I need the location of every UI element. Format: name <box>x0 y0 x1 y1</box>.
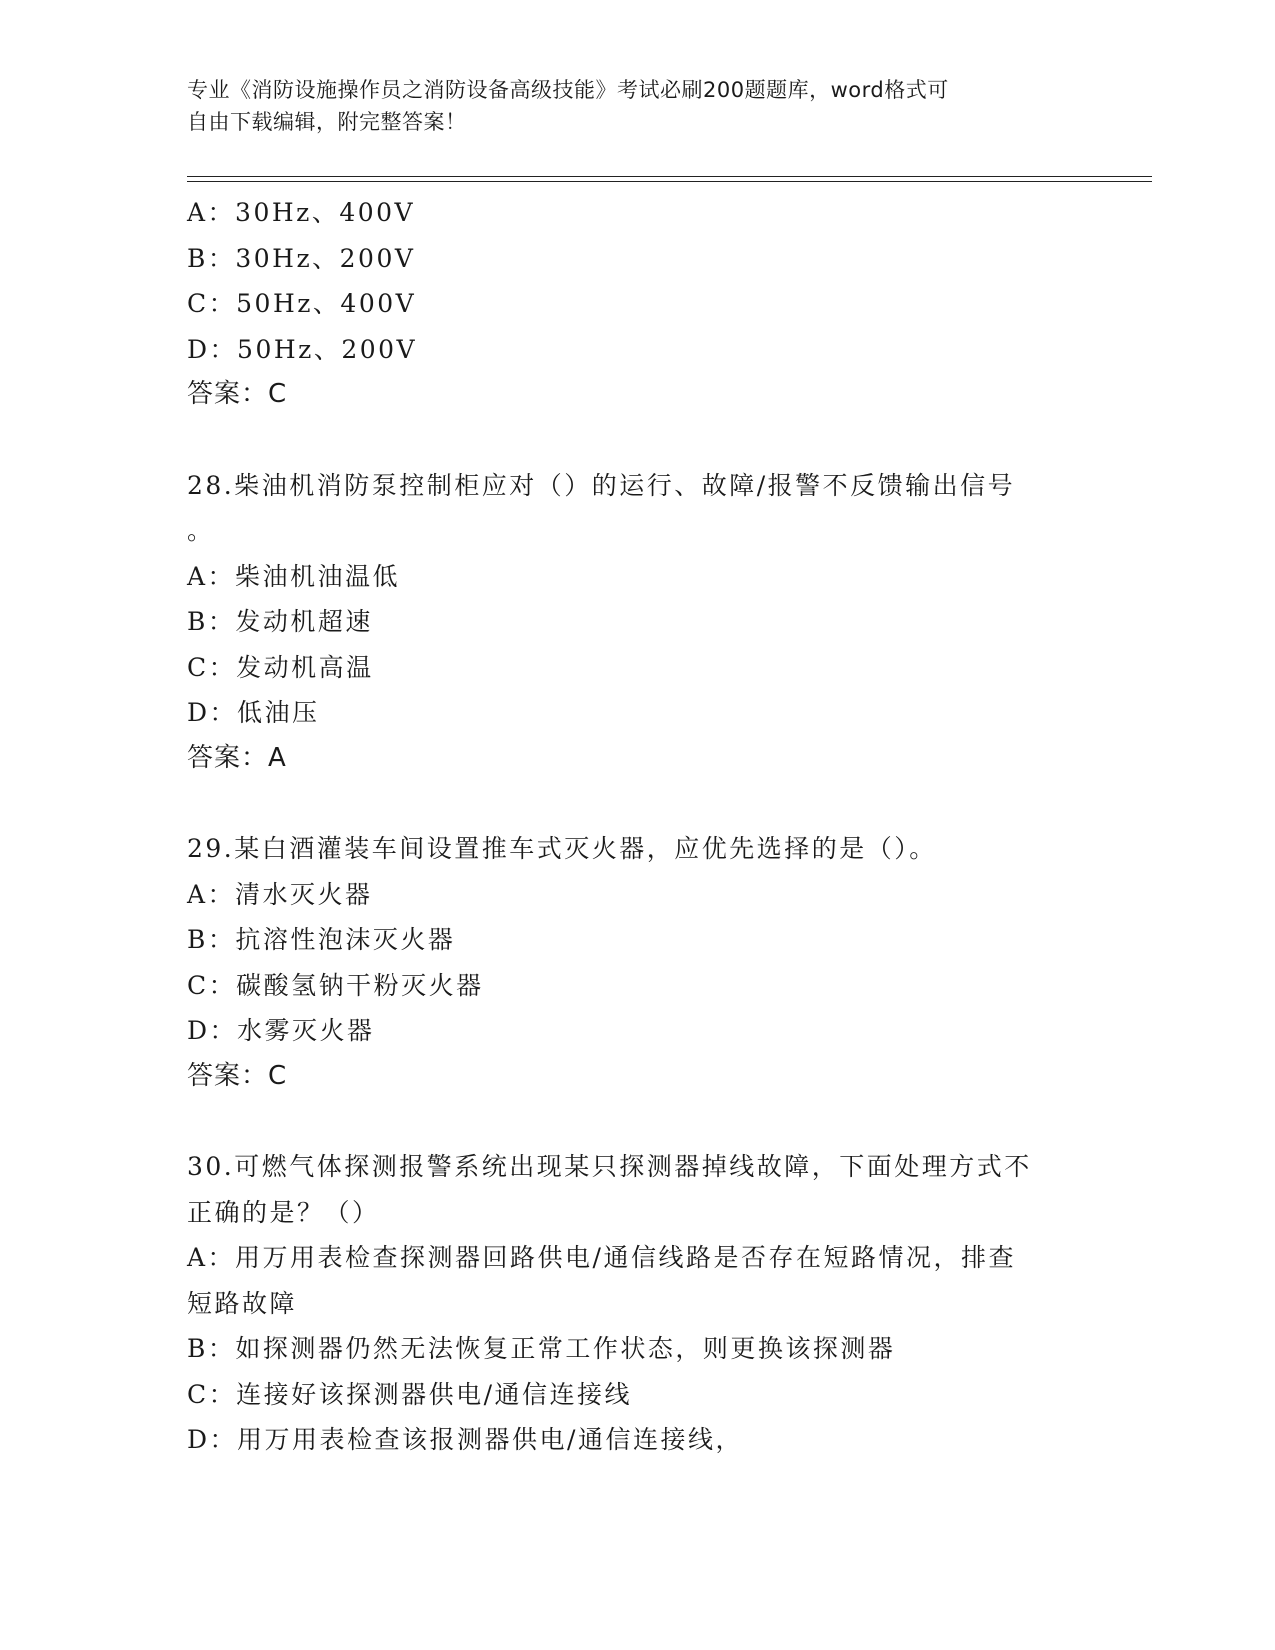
header-divider-top <box>187 176 1152 177</box>
question-stem: 29.某白酒灌装车间设置推车式灭火器，应优先选择的是（）。 <box>187 834 937 863</box>
question-28 <box>187 463 1087 782</box>
answer-line: 答案：C <box>187 379 288 409</box>
answer-line: 答案：C <box>187 1060 288 1091</box>
option-d: D：水雾灭火器 <box>187 1016 375 1045</box>
question-29 <box>187 826 1087 1099</box>
question-stem-continued: 。 <box>187 516 215 545</box>
question-27-remainder <box>187 190 1087 418</box>
header-line-2: 自由下载编辑，附完整答案！ <box>187 110 467 134</box>
option-a: A：清水灭火器 <box>187 879 373 909</box>
option-a-continued: 短路故障 <box>187 1288 298 1318</box>
option-d: D：低油压 <box>187 698 320 727</box>
question-stem: 28.柴油机消防泵控制柜应对（）的运行、故障/报警不反馈输出信号 <box>187 470 1016 500</box>
option-c: C：连接好该探测器供电/通信连接线 <box>187 1379 633 1409</box>
option-c: C：碳酸氢钠干粉灭火器 <box>187 970 484 1000</box>
answer-line: 答案：A <box>187 742 287 773</box>
option-d: D：用万用表检查该报测器供电/通信连接线， <box>187 1425 743 1454</box>
option-d: D：50Hz、200V <box>187 334 418 364</box>
option-c: C：发动机高温 <box>187 652 374 682</box>
option-b: B：发动机超速 <box>187 607 373 636</box>
document-header <box>187 74 1067 138</box>
question-stem-continued: 正确的是？（） <box>187 1197 380 1227</box>
option-a: A：柴油机油温低 <box>187 561 401 591</box>
option-b: B：如探测器仍然无法恢复正常工作状态，则更换该探测器 <box>187 1334 896 1363</box>
spacer <box>187 781 1087 826</box>
spacer <box>187 418 1087 463</box>
option-a: A：用万用表检查探测器回路供电/通信线路是否存在短路情况，排查 <box>187 1243 1016 1272</box>
option-b: B：30Hz、200V <box>187 243 416 273</box>
header-line-1: 专业《消防设施操作员之消防设备高级技能》考试必刷200题题库，word格式可 <box>187 78 949 102</box>
header-divider-bottom <box>187 181 1152 182</box>
question-stem: 30.可燃气体探测报警系统出现某只探测器掉线故障，下面处理方式不 <box>187 1152 1032 1181</box>
question-30 <box>187 1144 1087 1463</box>
option-a: A：30Hz、400V <box>187 198 416 227</box>
option-c: C：50Hz、400V <box>187 289 417 318</box>
spacer <box>187 1099 1087 1144</box>
option-b: B：抗溶性泡沫灭火器 <box>187 925 456 954</box>
question-list <box>187 190 1087 1463</box>
